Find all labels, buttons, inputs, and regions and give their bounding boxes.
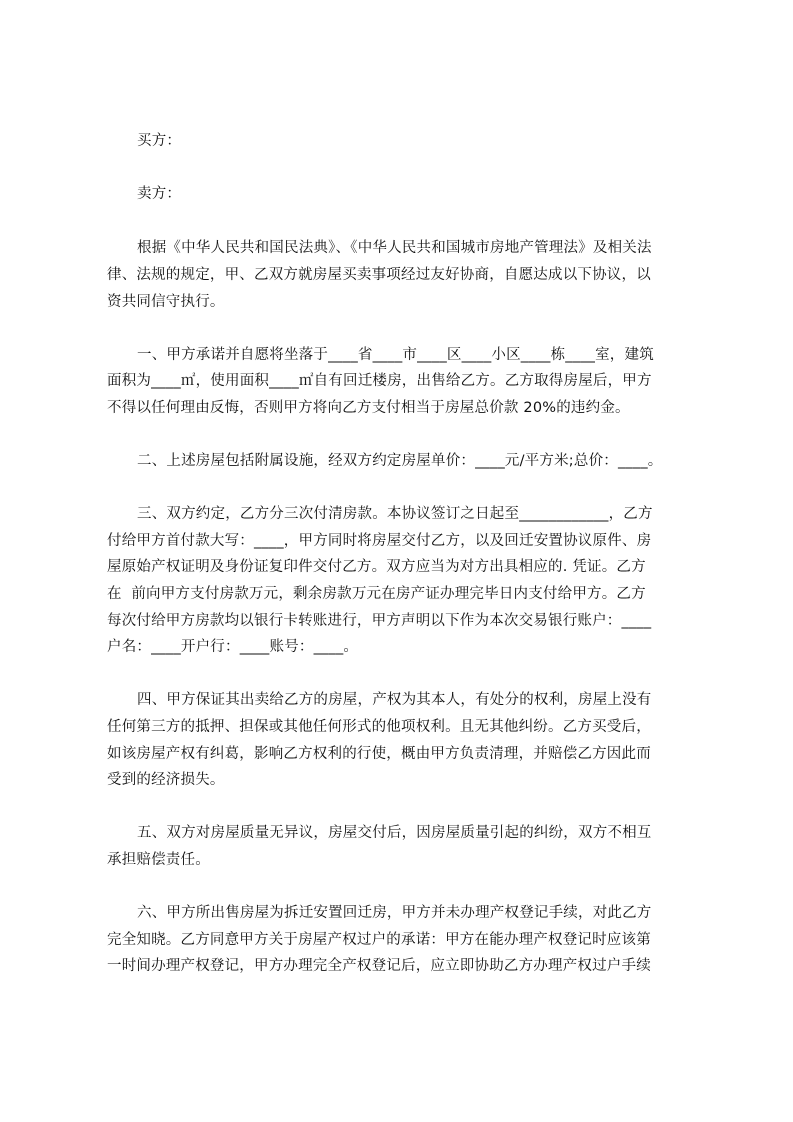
paragraph-line: 律、法规的规定，甲、乙双方就房屋买卖事项经过友好协商，自愿达成以下协议，以 xyxy=(107,267,651,283)
paragraph-line: 根据《中华人民共和国民法典》、《中华人民共和国城市房地产管理法》及相关法 xyxy=(137,240,652,256)
paragraph-line: 户名：____开户行：____账号：____。 xyxy=(107,639,359,655)
paragraph-line: 六、甲方所出售房屋为拆迁安置回迁房，甲方并未办理产权登记手续，对此乙方 xyxy=(137,905,652,921)
paragraph-line: 四、甲方保证其出卖给乙方的房屋，产权为其本人，有处分的权利，房屋上没有 xyxy=(137,692,652,708)
paragraph-line: 受到的经济损失。 xyxy=(107,772,225,788)
paragraph-line: 在 前向甲方支付房款万元，剩余房款万元在房产证办理完毕日内支付给甲方。乙方 xyxy=(107,586,646,602)
paragraph-line: 资共同信守执行。 xyxy=(107,294,225,310)
paragraph-line: 任何第三方的抵押、担保或其他任何形式的他项权利。且无其他纠纷。乙方买受后， xyxy=(107,719,651,735)
paragraph-line: 承担赔偿责任。 xyxy=(107,852,210,868)
seller-label: 卖方： xyxy=(137,186,182,202)
paragraph-line: 一、甲方承诺并自愿将坐落于____省____市____区____小区____栋____室，建筑 xyxy=(137,347,654,363)
paragraph-line: 五、双方对房屋质量无异议，房屋交付后，因房屋质量引起的纠纷，双方不相互 xyxy=(137,825,652,841)
paragraph-line: 每次付给甲方房款均以银行卡转账进行，甲方声明以下作为本次交易银行账户：____ xyxy=(107,613,652,629)
paragraph-line: 完全知晓。乙方同意甲方关于房屋产权过户的承诺：甲方在能办理产权登记时应该第 xyxy=(107,932,651,948)
paragraph-line: 如该房屋产权有纠葛，影响乙方权利的行使，概由甲方负责清理，并赔偿乙方因此而 xyxy=(107,746,651,762)
paragraph-line: 面积为____㎡，使用面积____㎡自有回迁楼房，出售给乙方。乙方取得房屋后，甲方 xyxy=(107,373,652,389)
paragraph-line: 付给甲方首付款大写：____，甲方同时将房屋交付乙方，以及回迁安置协议原件、房 xyxy=(107,533,652,549)
paragraph-line: 三、双方约定，乙方分三次付清房款。本协议签订之日起至____________，乙方 xyxy=(137,506,653,522)
paragraph-line: 一时间办理产权登记，甲方办理完全产权登记后，应立即协助乙方办理产权过户手续 xyxy=(107,958,651,974)
paragraph-line: 不得以任何理由反悔，否则甲方将向乙方支付相当于房屋总价款 20%的违约金。 xyxy=(107,400,630,416)
paragraph-line: 屋原始产权证明及身份证复印件交付乙方。双方应当为对方出具相应的. 凭证。乙方 xyxy=(107,559,646,575)
paragraph-line: 二、上述房屋包括附属设施，经双方约定房屋单价：____元/平方米;总价：____。 xyxy=(137,453,663,469)
buyer-label: 买方： xyxy=(137,133,182,149)
